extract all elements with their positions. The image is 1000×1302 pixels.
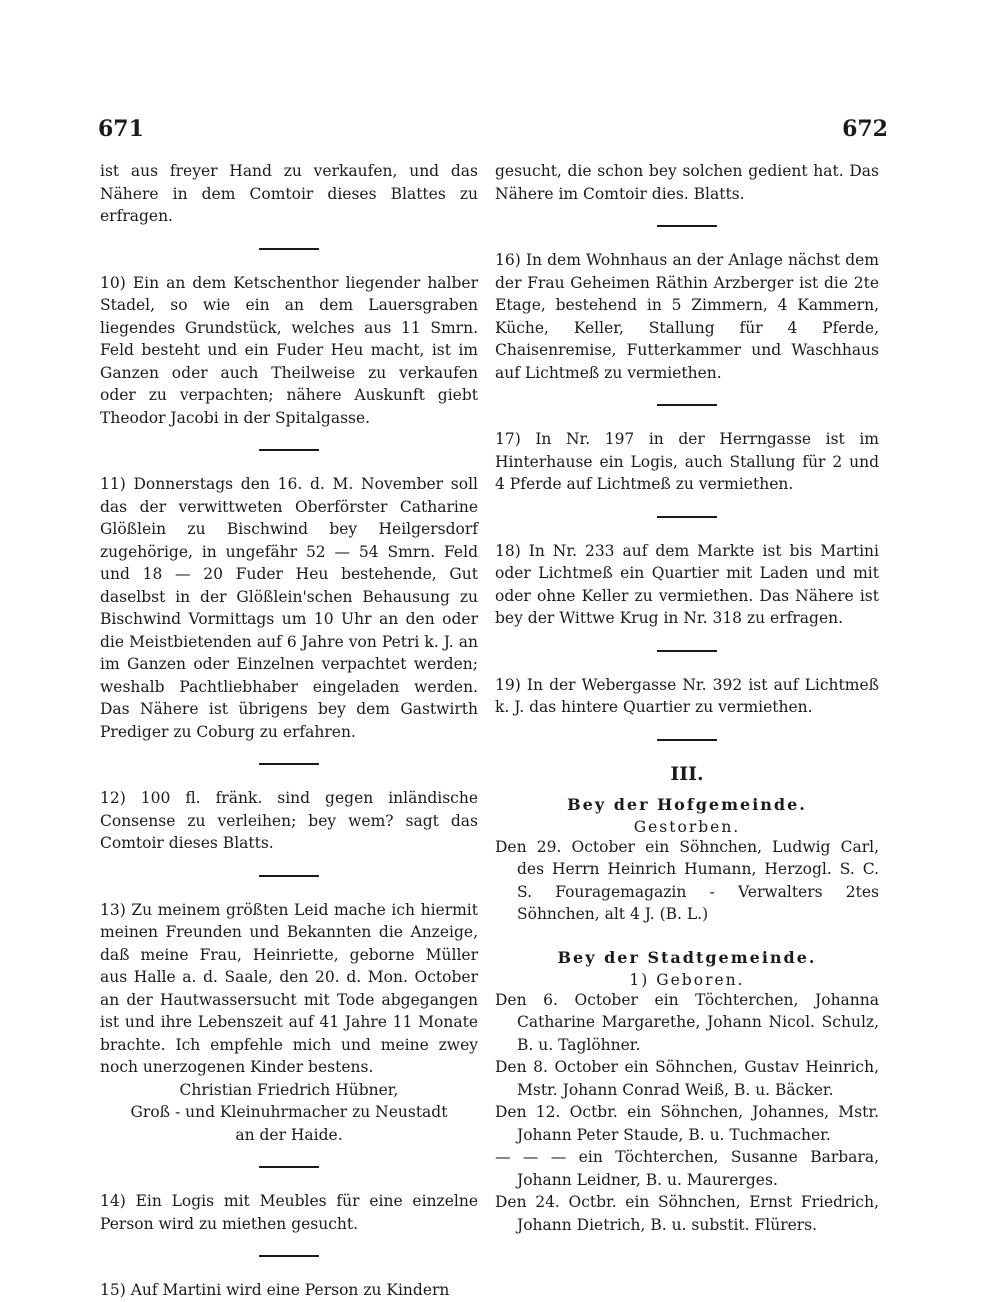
- separator-rule: [657, 516, 717, 518]
- page-number-left: 671: [98, 116, 144, 142]
- notice-13: 13) Zu meinem größten Leid mache ich hiermit meinen Freunden und Bekannten die Anzeige, daß meine Frau, Heinriette, geborne Müller aus Halle a. d. Saale, den 20. d. Mon. October an der Hautwassersucht mit Tode abgegangen ist und ihre Lebenszeit auf 41 Jahre 11 Monate brachte. Ich empfehle mich und meine zwey noch unerzogenen Kinder bestens.: [100, 900, 478, 1076]
- separator-rule: [657, 225, 717, 227]
- continued-text: ist aus freyer Hand zu verkaufen, und das Nähere in dem Comtoir dieses Blattes zu erfragen.: [100, 162, 478, 225]
- right-column: [495, 160, 879, 1236]
- signature-title: Groß - und Kleinuhrmacher zu Neustadt: [130, 1103, 448, 1121]
- gestorben-heading: Gestorben.: [633, 817, 741, 836]
- death-entry: Den 29. October ein Söhnchen, Ludwig Carl, des Herrn Heinrich Humann, Herzogl. S. C. S. Fouragemagazin - Verwalters 2tes Söhnchen, alt 4 J. (B. L.): [495, 837, 879, 923]
- birth-entry: Den 24. Octbr. ein Söhnchen, Ernst Friedrich, Johann Dietrich, B. u. substit. Flürers.: [495, 1193, 879, 1234]
- separator-rule: [259, 763, 319, 765]
- notice-15: 15) Auf Martini wird eine Person zu Kindern: [100, 1281, 450, 1299]
- notice-19: 19) In der Webergasse Nr. 392 ist auf Lichtmeß k. J. das hintere Quartier zu vermiethen.: [495, 675, 879, 716]
- stadtgemeinde-heading: Bey der Stadtgemeinde.: [557, 947, 817, 967]
- birth-entry: Den 6. October ein Töchterchen, Johanna Catharine Margarethe, Johann Nicol. Schulz, B. u. Taglöhner.: [495, 990, 879, 1054]
- section-number: III.: [670, 762, 704, 785]
- notice-14: 14) Ein Logis mit Meubles für eine einzelne Person wird zu miethen gesucht.: [100, 1192, 478, 1233]
- signature-place: an der Haide.: [235, 1125, 343, 1144]
- separator-rule: [259, 875, 319, 877]
- page-number-right: 672: [842, 116, 888, 142]
- notice-17: 17) In Nr. 197 in der Herrngasse ist im Hinterhause ein Logis, auch Stallung für 2 und 4 Pferde auf Lichtmeß zu vermiethen.: [495, 430, 879, 493]
- continued-text: gesucht, die schon bey solchen gedient hat. Das Nähere im Comtoir dies. Blatts.: [495, 162, 879, 203]
- notice-11: 11) Donnerstags den 16. d. M. November soll das der verwittweten Oberförster Catharine Glößlein zu Bischwind bey Heilgersdorf zugehörige, in ungefähr 52 — 54 Smrn. Feld und 18 — 20 Fuder Heu bestehende, Gut daselbst in der Glößlein'schen Behausung zu Bischwind Vormittags um 10 Uhr an den oder die Meistbietenden auf 6 Jahre von Petri k. J. an im Ganzen oder Einzelnen verpachtet werden; weshalb Pachtliebhaber eingeladen werden. Das Nähere ist übrigens bey dem Gastwirth Prediger zu Coburg zu erfahren.: [100, 475, 478, 741]
- birth-entry: Den 12. Octbr. ein Söhnchen, Johannes, Mstr. Johann Peter Staude, B. u. Tuchmacher.: [495, 1103, 879, 1144]
- hofgemeinde-heading: Bey der Hofgemeinde.: [567, 794, 807, 814]
- signature-name: Christian Friedrich Hübner,: [179, 1080, 399, 1099]
- separator-rule: [657, 404, 717, 406]
- left-column: [100, 160, 478, 1302]
- notice-18: 18) In Nr. 233 auf dem Markte ist bis Martini oder Lichtmeß ein Quartier mit Laden und mit oder ohne Keller zu vermiethen. Das Nähere ist bey der Wittwe Krug in Nr. 318 zu erfragen.: [495, 541, 879, 627]
- separator-rule: [259, 449, 319, 451]
- geboren-heading: 1) Geboren.: [629, 970, 745, 989]
- separator-rule: [657, 739, 717, 741]
- birth-entry: — — — ein Töchterchen, Susanne Barbara, Johann Leidner, B. u. Maurerges.: [495, 1148, 879, 1189]
- separator-rule: [259, 1166, 319, 1168]
- notice-12: 12) 100 fl. fränk. sind gegen inländische Consense zu verleihen; bey wem? sagt das Comtoir dieses Blatts.: [100, 789, 478, 852]
- separator-rule: [259, 248, 319, 250]
- birth-entry: Den 8. October ein Söhnchen, Gustav Heinrich, Mstr. Johann Conrad Weiß, B. u. Bäcker.: [495, 1058, 879, 1099]
- notice-16: 16) In dem Wohnhaus an der Anlage nächst dem der Frau Geheimen Räthin Arzberger ist die 2te Etage, bestehend in 5 Zimmern, 4 Kammern, Küche, Keller, Stallung für 4 Pferde, Chaisenremise, Futterkammer und Waschhaus auf Lichtmeß zu vermiethen.: [495, 251, 879, 382]
- notice-10: 10) Ein an dem Ketschenthor liegender halber Stadel, so wie ein an dem Lauersgraben liegendes Grundstück, welches aus 11 Smrn. Feld besteht und ein Fuder Heu macht, ist im Ganzen oder auch Theilweise zu verkaufen oder zu verpachten; nähere Auskunft giebt Theodor Jacobi in der Spitalgasse.: [100, 273, 478, 427]
- separator-rule: [259, 1255, 319, 1257]
- separator-rule: [657, 650, 717, 652]
